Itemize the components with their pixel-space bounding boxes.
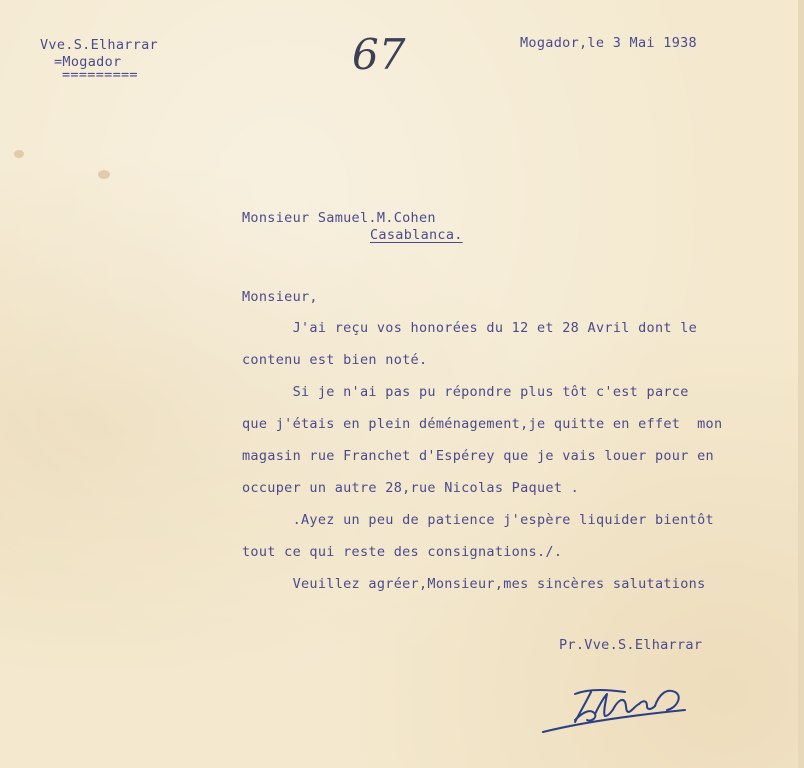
paper-edge xyxy=(798,0,804,768)
body-line: que j'étais en plein déménagement,je quitte en effet mon xyxy=(242,416,723,432)
body-line: Veuillez agréer,Monsieur,mes sincères salutations xyxy=(242,576,706,592)
recipient-name: Monsieur Samuel.M.Cohen xyxy=(242,210,436,226)
foxing-stain xyxy=(14,150,24,158)
date-line: Mogador,le 3 Mai 1938 xyxy=(520,35,697,51)
folio-number: 67 xyxy=(352,30,406,79)
salutation: Monsieur, xyxy=(242,289,318,305)
signature-block: Pr.Vve.S.Elharrar xyxy=(559,637,703,653)
handwritten-signature xyxy=(535,680,705,740)
body-line: occuper un autre 28,rue Nicolas Paquet . xyxy=(242,480,580,496)
body-line: tout ce qui reste des consignations./. xyxy=(242,544,563,560)
body-line: J'ai reçu vos honorées du 12 et 28 Avril dont le xyxy=(242,320,698,336)
body-line: .Ayez un peu de patience j'espère liquider bientôt xyxy=(242,512,714,528)
letterhead-city: =Mogador xyxy=(54,54,122,70)
body-line: Si je n'ai pas pu répondre plus tôt c'est parce xyxy=(242,384,689,400)
foxing-stain xyxy=(98,170,110,179)
body-line: contenu est bien noté. xyxy=(242,352,428,368)
letterhead-name: Vve.S.Elharrar xyxy=(40,37,158,53)
recipient-city: Casablanca. xyxy=(370,227,463,243)
letterhead-rule: ========= xyxy=(62,67,138,83)
body-line: magasin rue Franchet d'Espérey que je vais louer pour en xyxy=(242,448,714,464)
